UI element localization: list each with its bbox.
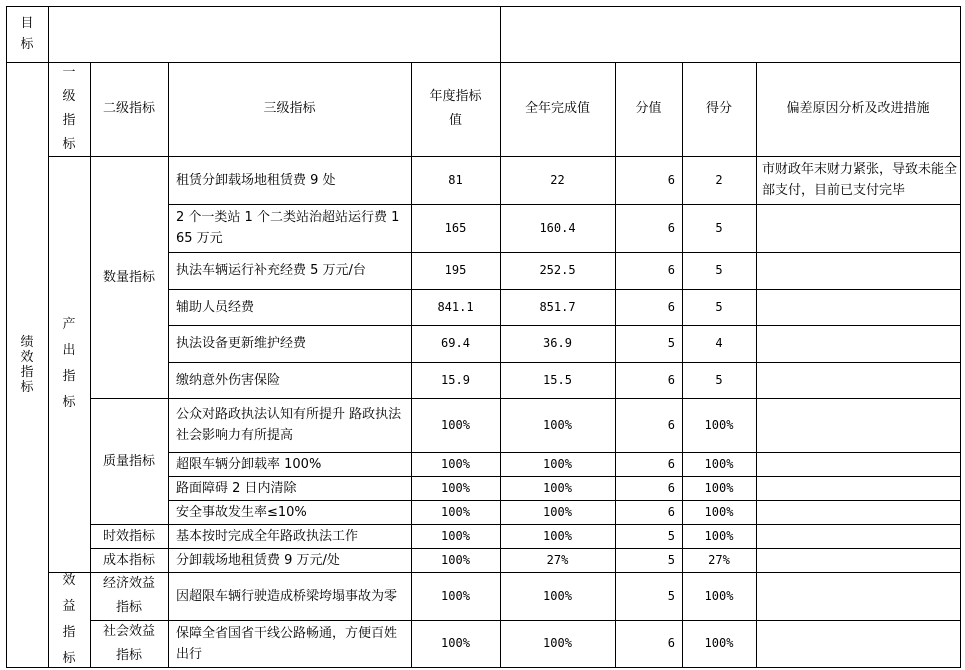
score-cell-text: 27% [708, 552, 730, 567]
target-cell-text: 15.9 [441, 372, 470, 387]
score-cell-text: 5 [715, 372, 723, 387]
note-cell [756, 620, 960, 667]
target-cell-text: 100% [441, 588, 470, 603]
actual-cell-text: 27% [546, 552, 569, 567]
weight-cell [615, 252, 682, 289]
target-cell [411, 156, 500, 204]
indicator-cell [168, 572, 411, 620]
level1-output-text: 产出指标 [62, 317, 76, 410]
score-cell-text: 100% [704, 636, 734, 650]
indicator-cell-text: 执法设备更新维护经费 [176, 336, 307, 351]
indicator-cell-text: 辅助人员经费 [176, 299, 255, 315]
actual-cell [500, 362, 615, 398]
header-score-text: 得分 [705, 101, 732, 116]
actual-cell [500, 204, 615, 252]
weight-cell [615, 398, 682, 452]
indicator-cell [168, 362, 411, 398]
actual-cell-text: 160.4 [539, 220, 576, 235]
indicator-cell-text: 租赁分卸载场地租赁费 9 处 [176, 172, 336, 188]
header-level2-text: 二级指标 [102, 101, 155, 116]
indicator-cell-text: 分卸载场地租赁费 9 万元/处 [176, 552, 340, 568]
indicator-cell [168, 452, 411, 476]
target-cell-text: 100% [441, 528, 470, 543]
actual-cell [500, 398, 615, 452]
indicator-cell [168, 325, 411, 362]
header-level3-text: 三级指标 [263, 101, 316, 116]
target-cell [411, 398, 500, 452]
score-cell [682, 204, 756, 252]
target-cell-text: 165 [444, 220, 467, 235]
target-cell-text: 100% [441, 636, 470, 650]
note-cell [756, 156, 960, 204]
weight-cell-text: 6 [667, 456, 675, 471]
score-cell-text: 100% [704, 504, 734, 519]
level2-quantity-text: 数量指标 [102, 269, 155, 285]
actual-cell [500, 524, 615, 548]
score-cell [682, 362, 756, 398]
header-annual-target-text: 年度指标值 [429, 89, 482, 128]
target-cell-text: 841.1 [437, 299, 474, 314]
note-cell [756, 398, 960, 452]
weight-cell [615, 548, 682, 572]
actual-cell-text: 100% [543, 480, 572, 495]
actual-cell-text: 100% [543, 636, 572, 650]
actual-cell-text: 15.5 [543, 372, 572, 387]
level2-quantity [90, 156, 168, 398]
target-cell [411, 325, 500, 362]
actual-cell-text: 100% [543, 588, 572, 603]
weight-cell-text: 6 [667, 299, 675, 314]
level1-output [48, 156, 90, 572]
target-cell-text: 100% [441, 504, 470, 519]
actual-cell-text: 851.7 [539, 299, 576, 314]
indicator-cell [168, 548, 411, 572]
indicator-cell [168, 252, 411, 289]
target-cell [411, 500, 500, 524]
score-cell-text: 4 [715, 336, 723, 350]
indicator-cell-text: 基本按时完成全年路政执法工作 [176, 528, 359, 544]
indicator-cell [168, 398, 411, 452]
weight-cell-text: 6 [667, 480, 675, 495]
note-cell [756, 524, 960, 548]
header-level3 [168, 62, 411, 156]
score-cell [682, 500, 756, 524]
note-cell [756, 325, 960, 362]
note-cell [756, 476, 960, 500]
target-cell [411, 452, 500, 476]
level1-benefit-text: 效益指标 [62, 572, 76, 666]
weight-cell-text: 6 [667, 417, 675, 432]
note-cell [756, 500, 960, 524]
indicator-cell [168, 156, 411, 204]
score-cell [682, 325, 756, 362]
weight-cell [615, 476, 682, 500]
actual-cell-text: 22 [550, 172, 565, 187]
indicator-cell-text: 路面障碍 2 日内清除 [176, 480, 297, 496]
section-label-text: 绩效指标 [20, 334, 34, 395]
score-cell-text: 100% [704, 588, 734, 603]
actual-cell [500, 500, 615, 524]
actual-cell [500, 156, 615, 204]
indicator-cell-text: 因超限车辆行驶造成桥梁垮塌事故为零 [176, 588, 398, 604]
header-score [682, 62, 756, 156]
actual-cell [500, 620, 615, 667]
actual-cell-text: 252.5 [539, 263, 576, 277]
score-cell-text: 5 [715, 263, 723, 277]
indicator-cell [168, 620, 411, 667]
header-deviation-text: 偏差原因分析及改进措施 [786, 101, 930, 116]
score-cell-text: 2 [715, 172, 723, 187]
weight-cell-text: 6 [667, 263, 675, 277]
indicator-cell [168, 476, 411, 500]
score-cell [682, 572, 756, 620]
target-cell-text: 100% [441, 552, 470, 567]
indicator-cell-text: 执法车辆运行补充经费 5 万元/台 [176, 263, 366, 278]
target-cell-text: 195 [444, 263, 467, 277]
score-cell [682, 289, 756, 325]
target-cell [411, 362, 500, 398]
actual-cell-text: 100% [543, 456, 572, 471]
score-cell [682, 398, 756, 452]
note-cell [756, 362, 960, 398]
weight-cell-text: 6 [667, 172, 675, 187]
target-cell [411, 252, 500, 289]
header-level1-text: 一级指标 [62, 65, 76, 152]
note-cell [756, 252, 960, 289]
score-cell [682, 524, 756, 548]
target-cell-text: 100% [441, 480, 470, 495]
note-cell [756, 548, 960, 572]
score-cell [682, 252, 756, 289]
weight-cell-text: 6 [667, 636, 675, 650]
weight-cell [615, 204, 682, 252]
header-score-value-text: 分值 [635, 101, 662, 116]
weight-cell-text: 5 [667, 528, 675, 543]
goal-label-text: 目标 [20, 16, 34, 52]
actual-cell-text: 36.9 [543, 336, 572, 350]
score-cell [682, 548, 756, 572]
score-cell [682, 620, 756, 667]
target-cell [411, 524, 500, 548]
weight-cell-text: 6 [667, 220, 675, 235]
section-label [6, 62, 48, 667]
note-cell [756, 289, 960, 325]
score-cell-text: 100% [704, 417, 734, 432]
target-cell [411, 548, 500, 572]
indicator-cell-text: 超限车辆分卸载率 100% [176, 456, 322, 472]
weight-cell [615, 572, 682, 620]
goal-content-right [500, 6, 960, 62]
note-cell [756, 452, 960, 476]
actual-cell [500, 289, 615, 325]
target-cell-text: 100% [441, 456, 470, 471]
score-cell [682, 156, 756, 204]
goal-label [6, 6, 48, 62]
actual-cell [500, 476, 615, 500]
note-cell [756, 572, 960, 620]
weight-cell [615, 524, 682, 548]
weight-cell-text: 6 [667, 372, 675, 387]
header-deviation [756, 62, 960, 156]
actual-cell [500, 572, 615, 620]
indicator-cell [168, 204, 411, 252]
actual-cell-text: 100% [543, 417, 572, 432]
target-cell [411, 572, 500, 620]
weight-cell [615, 362, 682, 398]
target-cell-text: 81 [448, 172, 463, 187]
weight-cell-text: 6 [667, 504, 675, 519]
indicator-cell-text: 缴纳意外伤害保险 [176, 372, 281, 388]
indicator-cell-text: 公众对路政执法认知有所提升 路政执法社会影响力有所提高 [176, 407, 402, 443]
score-cell [682, 452, 756, 476]
score-cell-text: 5 [715, 220, 723, 235]
level2-timeliness [90, 524, 168, 548]
indicator-cell-text: 保障全省国省干线公路畅通，方便百姓出行 [176, 625, 398, 662]
actual-cell [500, 548, 615, 572]
level2-quality [90, 398, 168, 524]
weight-cell [615, 156, 682, 204]
weight-cell [615, 620, 682, 667]
weight-cell-text: 5 [667, 552, 675, 567]
weight-cell [615, 452, 682, 476]
target-cell-text: 100% [441, 417, 470, 432]
weight-cell [615, 500, 682, 524]
weight-cell-text: 5 [667, 336, 675, 350]
score-cell-text: 100% [704, 528, 734, 543]
level2-timeliness-text: 时效指标 [102, 528, 155, 544]
target-cell [411, 476, 500, 500]
weight-cell [615, 289, 682, 325]
target-cell [411, 289, 500, 325]
header-level1 [48, 62, 90, 156]
indicator-cell [168, 500, 411, 524]
score-cell-text: 100% [704, 456, 734, 471]
table-border-right [960, 6, 961, 667]
score-cell-text: 100% [704, 480, 734, 495]
actual-cell-text: 100% [543, 504, 572, 519]
header-annual-target [411, 62, 500, 156]
target-cell [411, 204, 500, 252]
level1-benefit [48, 572, 90, 667]
goal-content-left [48, 6, 500, 62]
actual-cell [500, 325, 615, 362]
header-score-value [615, 62, 682, 156]
header-actual-text: 全年完成值 [524, 101, 590, 116]
score-cell [682, 476, 756, 500]
level2-social-text: 社会效益指标 [102, 623, 155, 663]
row-border [6, 667, 961, 668]
actual-cell [500, 252, 615, 289]
weight-cell-text: 5 [667, 588, 675, 603]
level2-social [90, 620, 168, 667]
level2-economic [90, 572, 168, 620]
indicator-cell [168, 289, 411, 325]
note-cell-text: 市财政年末财力紧张，导致未能全部支付，目前已支付完毕 [762, 162, 958, 198]
actual-cell-text: 100% [543, 528, 572, 543]
indicator-cell-text: 安全事故发生率≤10% [176, 504, 307, 520]
level2-cost-text: 成本指标 [102, 552, 155, 568]
actual-cell [500, 452, 615, 476]
indicator-cell-text: 2 个一类站 1 个二类站治超站运行费 165 万元 [176, 210, 400, 246]
header-actual [500, 62, 615, 156]
score-cell-text: 5 [715, 299, 723, 314]
target-cell [411, 620, 500, 667]
target-cell-text: 69.4 [441, 336, 470, 350]
level2-economic-text: 经济效益指标 [102, 576, 155, 615]
weight-cell [615, 325, 682, 362]
level2-cost [90, 548, 168, 572]
level2-quality-text: 质量指标 [102, 453, 155, 469]
note-cell [756, 204, 960, 252]
header-level2 [90, 62, 168, 156]
indicator-cell [168, 524, 411, 548]
